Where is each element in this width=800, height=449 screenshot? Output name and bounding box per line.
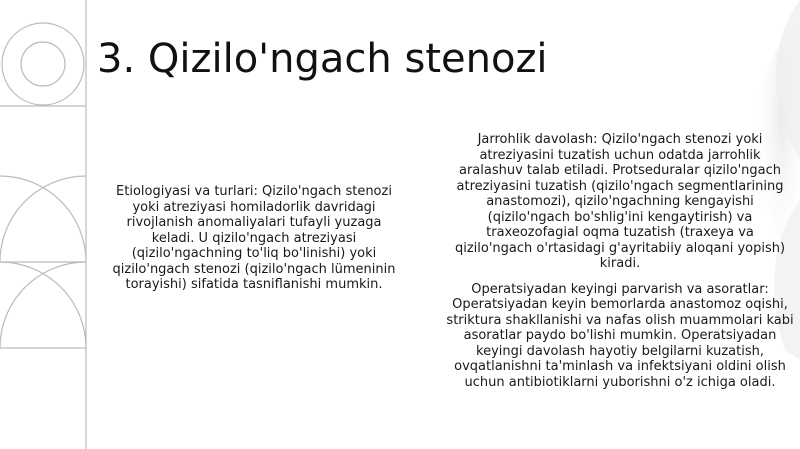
etiology-paragraph: Etiologiyasi va turlari: Qizilo'ngach stenozi yoki atreziyasi homiladorlik davridagi rivojlanish anomaliyalari tufayli yuzaga keladi. U qizilo'ngach atreziyasi (qizilo'ngachning to'liq bo'linishi) yoki qizilo'ngach stenozi (qizilo'ngach lümeninin torayishi) sifatida tasniflanishi mumkin.: [112, 184, 396, 292]
right-text-column: [446, 132, 794, 400]
line-art-decoration: [0, 0, 100, 449]
surgical-treatment-paragraph: Jarrohlik davolash: Qizilo'ngach stenozi yoki atreziyasini tuzatish uchun odatda jarrohlik aralashuv talab etiladi. Protseduralar qizilo'ngach atreziyasini tuzatish (qizilo'ngach segmentlarining anastomozi), qizilo'ngachning kengayishi (qizilo'ngach bo'shlig'ini kengaytirish) va traxeozofagial oqma tuzatish (traxeya va qizilo'ngach o'rtasidagi g'ayritabiiy aloqani yopish) kiradi.: [454, 132, 786, 271]
slide-title: 3. Qizilo'ngach stenozi: [97, 35, 548, 82]
postoperative-care-paragraph: Operatsiyadan keyingi parvarish va asoratlar: Operatsiyadan keyin bemorlarda anastomoz oqishi, striktura shakllanishi va nafas olish muammolari kabi asoratlar paydo bo'lishi mumkin. Operatsiyadan keyingi davolash hayotiy belgilarni kuzatish, ovqatlanishni ta'minlash va infektsiyani oldini olish uchun antibiotiklarni yuborishni o'z ichiga oladi.: [446, 281, 794, 390]
left-text-column: [104, 184, 404, 293]
